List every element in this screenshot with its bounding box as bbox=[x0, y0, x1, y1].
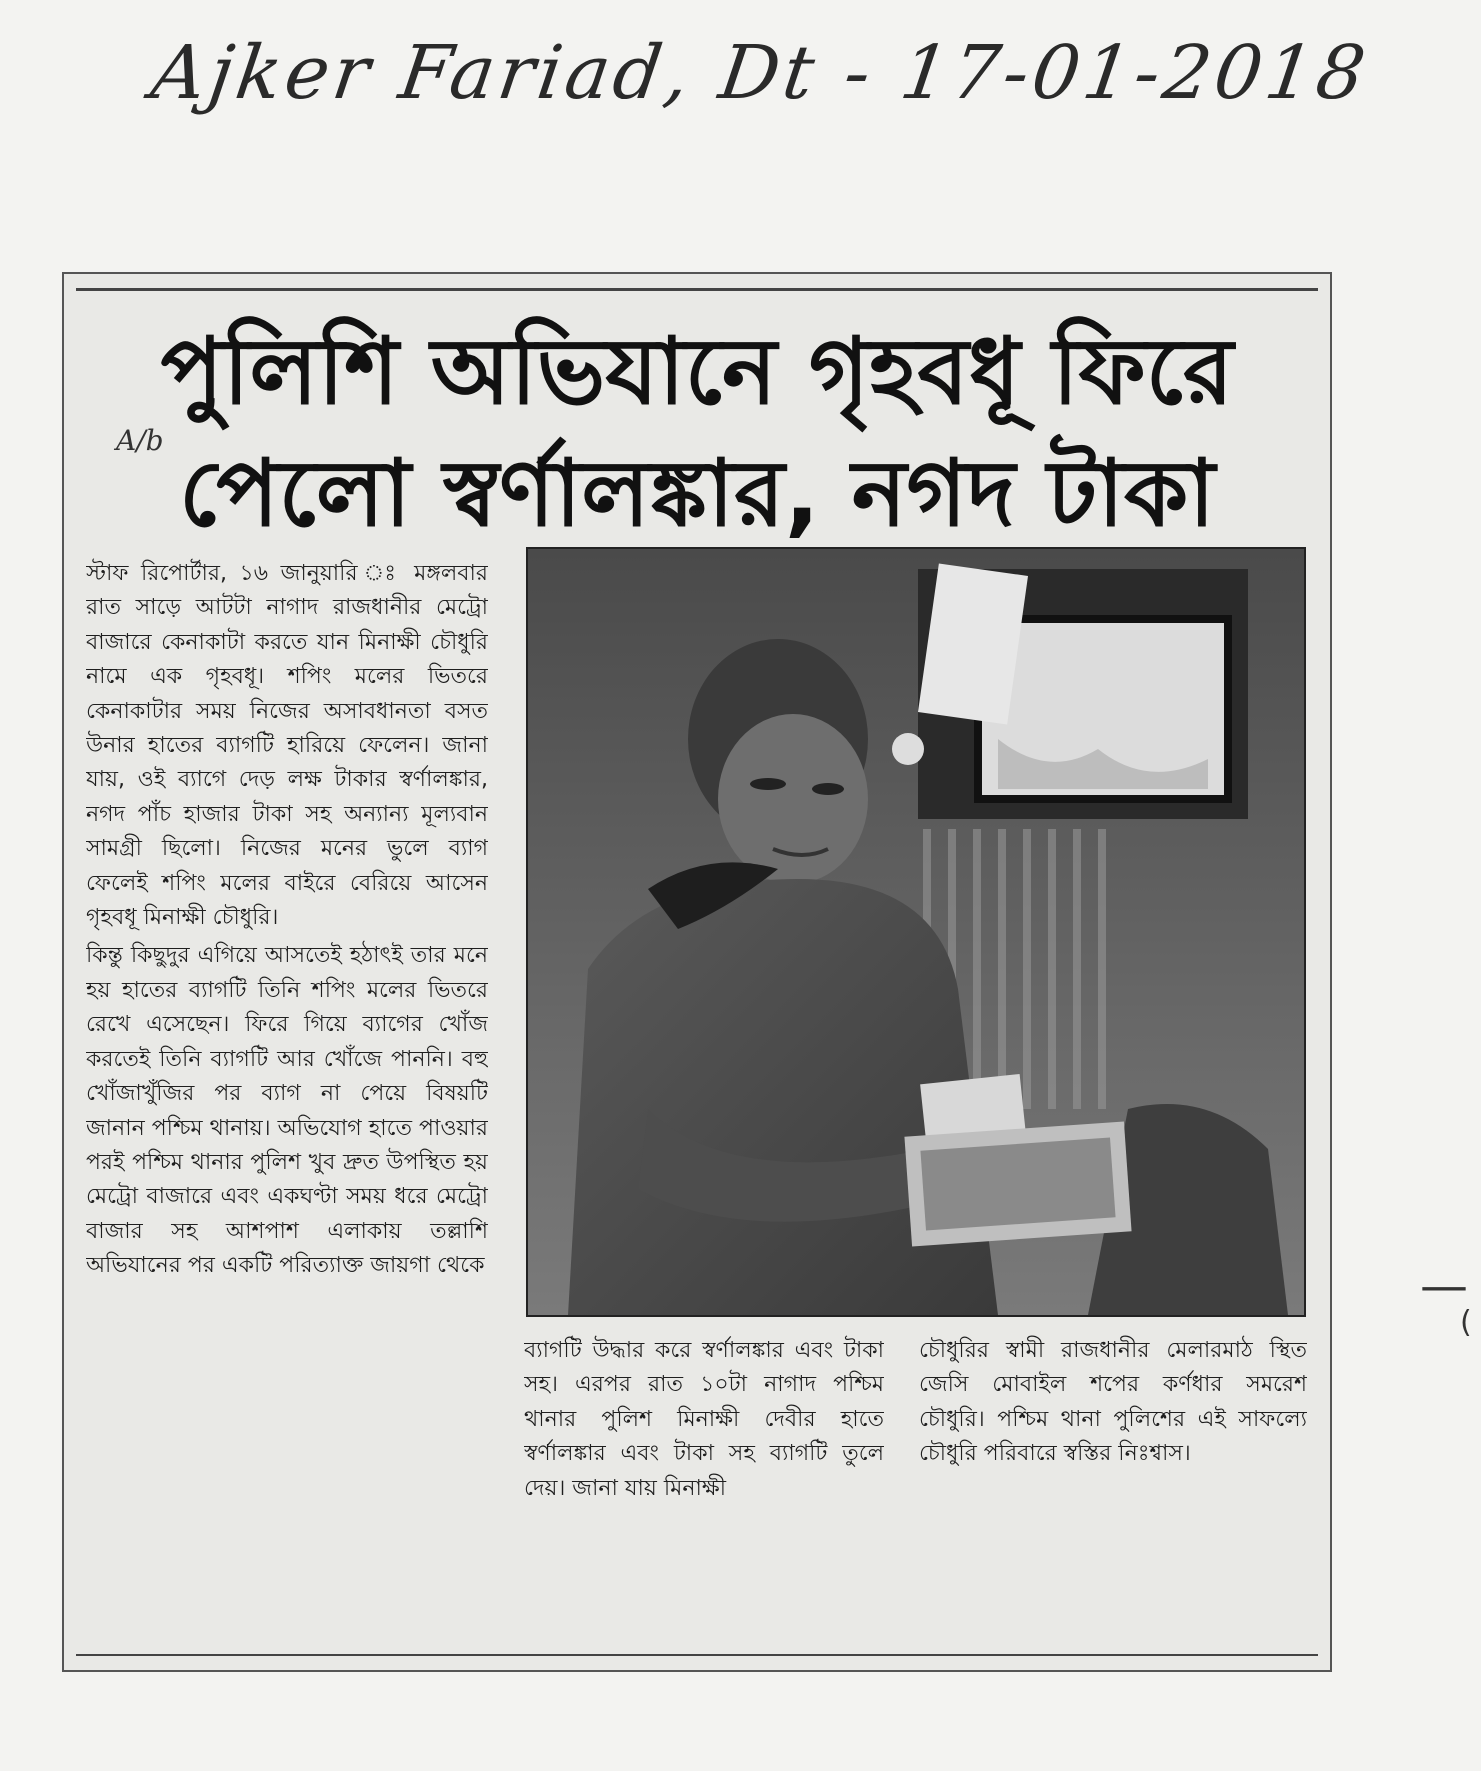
article-photo bbox=[526, 547, 1306, 1317]
bottom-rule bbox=[76, 1654, 1318, 1656]
article-middle-column bbox=[524, 1334, 884, 1644]
paragraph-3: ব্যাগটি উদ্ধার করে স্বর্ণালঙ্কার এবং টাকা সহ। এরপর রাত ১০টা নাগাদ পশ্চিম থানার পুলিশ মিনাক্ষী দেবীর হাতে স্বর্ণালঙ্কার এবং টাকা সহ ব্যাগটি তুলে দেয়। জানা যায় মিনাক্ষী bbox=[524, 1338, 884, 1501]
headline-line-2: পেলো স্বর্ণালঙ্কার, নগদ টাকা bbox=[178, 440, 1216, 547]
margin-scribble-2: ( bbox=[1460, 1305, 1472, 1340]
handwritten-source-note: Ajker Fariad, Dt - 17-01-2018 bbox=[146, 30, 1375, 116]
article-right-column bbox=[919, 1334, 1307, 1644]
photo-illustration bbox=[528, 549, 1304, 1315]
newspaper-clipping bbox=[62, 272, 1332, 1672]
article-left-column bbox=[86, 557, 488, 1637]
paragraph-4: চৌধুরির স্বামী রাজধানীর মেলারমাঠ স্থিত জেসি মোবাইল শপের কর্ণধার সমরেশ চৌধুরি। পশ্চিম থানা পুলিশের এই সাফল্যে চৌধুরি পরিবারে স্বস্তির নিঃশ্বাস। bbox=[919, 1338, 1307, 1467]
clip-mark: A/b bbox=[116, 424, 164, 457]
top-rule bbox=[76, 288, 1318, 291]
headline-line-1: পুলিশি অভিযানে গৃহবধূ ফিরে bbox=[160, 318, 1234, 425]
paragraph-1: স্টাফ রিপোর্টার, ১৬ জানুয়ারি ঃ মঙ্গলবার রাত সাড়ে আটটা নাগাদ রাজধানীর মেট্রো বাজারে কেনাকাটা করতে যান মিনাক্ষী চৌধুরি নামে এক গৃহবধূ। শপিং মলের ভিতরে কেনাকাটার সময় নিজের অসাবধানতা বসত উনার হাতের ব্যাগটি হারিয়ে ফেলেন। জানা যায়, ওই ব্যাগে দেড় লক্ষ টাকার স্বর্ণালঙ্কার, নগদ পাঁচ হাজার টাকা সহ অন্যান্য মূল্যবান সামগ্রী ছিলো। নিজের মনের ভুলে ব্যাগ ফেলেই শপিং মলের বাইরে বেরিয়ে আসেন গৃহবধূ মিনাক্ষী চৌধুরি। bbox=[86, 561, 488, 931]
margin-scribble: — bbox=[1420, 1258, 1468, 1314]
paragraph-2: কিন্তু কিছুদুর এগিয়ে আসতেই হঠাৎই তার মনে হয় হাতের ব্যাগটি তিনি শপিং মলের ভিতরে রেখে এসেছেন। ফিরে গিয়ে ব্যাগের খোঁজ করতেই তিনি ব্যাগটি আর খোঁজে পাননি। বহু খোঁজাখুঁজির পর ব্যাগ না পেয়ে বিষয়টি জানান পশ্চিম থানায়। অভিযোগ হাতে পাওয়ার পরই পশ্চিম থানার পুলিশ খুব দ্রুত উপস্থিত হয় মেট্রো বাজারে এবং একঘণ্টা সময় ধরে মেট্রো বাজার সহ আশপাশ এলাকায় তল্লাশি অভিযানের পর একটি পরিত্যাক্ত জায়গা থেকে bbox=[86, 943, 488, 1279]
